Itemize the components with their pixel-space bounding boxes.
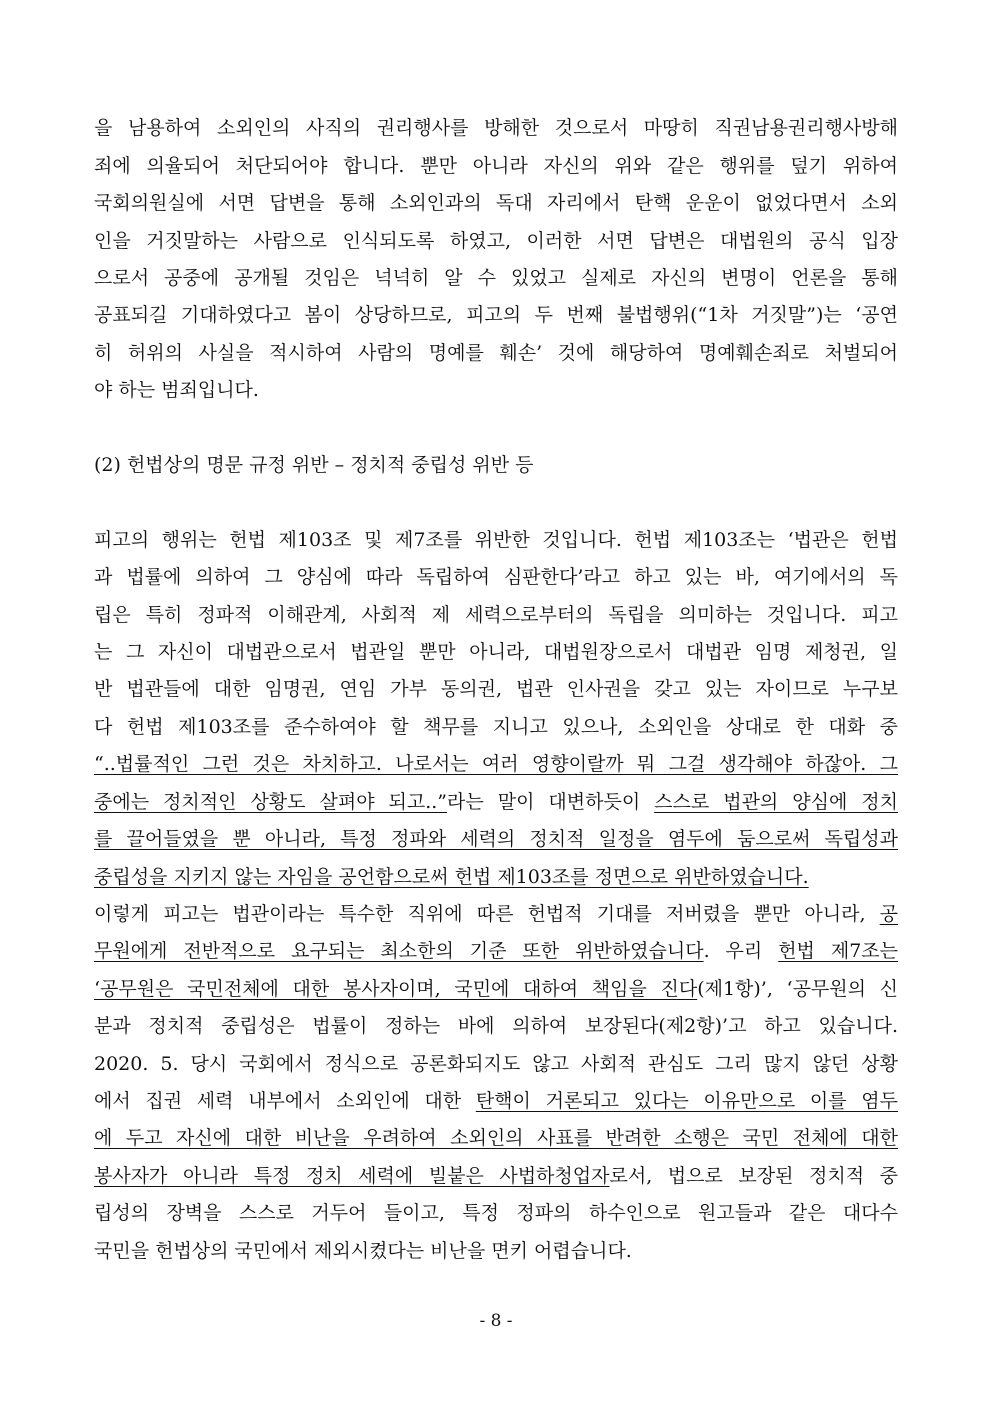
paragraph1-line-8: 야 하는 범죄입니다.: [94, 379, 259, 401]
conscience-phrase-underlined: 스스로 법관의 양심에 정치: [654, 791, 899, 813]
paragraph1-line-3: 국회의원실에 서면 답변을 통해 소외인과의 독대 자리에서 탄핵 운운이 없었다면서 소외: [94, 192, 898, 214]
paragraph3-line-8-text: 로서, 법으로 보장된 정치적 중: [609, 1165, 898, 1187]
paragraph3-line-6: [94, 1088, 898, 1114]
paragraph3-line-9: 립성의 장벽을 스스로 거두어 들이고, 특정 정파의 하수인으로 원고들과 같은 대다수: [94, 1202, 898, 1224]
paragraph3-line-2-text: . 우리: [703, 940, 779, 962]
paragraph3-line-4: 분과 정치적 중립성은 법률이 정하는 바에 의하여 보장된다(제2항)’고 하고 있습니다.: [94, 1015, 898, 1037]
paragraph3-line-5: 2020. 5. 당시 국회에서 정식으로 공론화되지도 않고 사회적 관심도 그리 많지 않던 상황: [94, 1053, 898, 1075]
paragraph2-line-9-underlined: 를 끌어들였을 뿐 아니라, 특정 정파와 세력의 정치적 일정을 염두에 둠으로써 독립성과: [94, 828, 898, 850]
paragraph1-line-1: 을 남용하여 소외인의 사직의 권리행사를 방해한 것으로서 마땅히 직권남용권리행사방해: [94, 117, 898, 139]
paragraph3-line-7-underlined: 에 두고 자신에 대한 비난을 우려하여 소외인의 사표를 반려한 소행은 국민 전체에 대한: [94, 1127, 898, 1149]
page-number: - 8 -: [479, 1311, 513, 1331]
paragraph3-line-6-text: 에서 집권 세력 내부에서 소외인에 대한: [94, 1090, 476, 1112]
article7-quote-underlined: ‘공무원은 국민전체에 대한 봉사자이며, 국민에 대하여 책임을 진다: [94, 978, 698, 1000]
paragraph2-line-4: 는 그 자신이 대법관으로서 법관일 뿐만 아니라, 대법원장으로서 대법관 임명 제청권, 일: [94, 641, 898, 663]
article7-underlined: 헌법 제7조는: [778, 940, 899, 962]
paragraph2-line-7-underlined: “..법률적인 그런 것은 차치하고. 나로서는 여러 영향이랄까 뭐 그걸 생각해야 하잖아. 그: [94, 753, 898, 775]
paragraph2-line-8: [94, 789, 898, 815]
paragraph3-line-8: [94, 1163, 898, 1189]
paragraph3-line-2: [94, 938, 898, 964]
paragraph2-line-10-underlined: 중립성을 지키지 않는 자임을 공언함으로써 헌법 제103조를 정면으로 위반하였습니다.: [94, 866, 809, 888]
paragraph1-line-6: 공표되길 기대하였다고 봄이 상당하므로, 피고의 두 번째 불법행위(“1차 거짓말”)는 ‘공연: [94, 304, 898, 326]
paragraph1-line-2: 죄에 의율되어 처단되어야 합니다. 뿐만 아니라 자신의 위와 같은 행위를 덮기 위하여: [94, 155, 898, 177]
paragraph3-line-1-underlined: 공: [879, 903, 898, 925]
paragraph2-line-3: 립은 특히 정파적 이해관계, 사회적 제 세력으로부터의 독립을 의미하는 것입니다. 피고: [94, 604, 898, 626]
paragraph2-line-5: 반 법관들에 대한 임명권, 연임 가부 동의권, 법관 인사권을 갖고 있는 자이므로 누구보: [94, 678, 898, 700]
paragraph3-line-3-text: (제1항)’, ‘공무원의 신: [697, 978, 898, 1000]
paragraph2-line-1: 피고의 행위는 헌법 제103조 및 제7조를 위반한 것입니다. 헌법 제103조는 ‘법관은 헌법: [94, 529, 898, 551]
subcontractor-underlined: 봉사자가 아니라 특정 정치 세력에 빌붙은 사법하청업자: [94, 1165, 610, 1187]
paragraph2-line-6: 다 헌법 제103조를 준수하여야 할 책무를 지니고 있으나, 소외인을 상대로 한 대화 중: [94, 716, 898, 738]
paragraph1-line-5: 으로서 공중에 공개될 것임은 넉넉히 알 수 있었고 실제로 자신의 변명이 언론을 통해: [94, 267, 898, 289]
paragraph3-line-3: [94, 976, 898, 1002]
impeachment-underlined: 탄핵이 거론되고 있다는 이유만으로 이를 염두: [475, 1090, 898, 1112]
quote-connector: 라는 말이 대변하듯이: [447, 791, 655, 813]
section-heading: (2) 헌법상의 명문 규정 위반 – 정치적 중립성 위반 등: [94, 454, 534, 476]
paragraph3-line-1-text: 이렇게 피고는 법관이라는 특수한 직위에 따른 헌법적 기대를 저버렸을 뿐만 아니라,: [94, 903, 880, 925]
paragraph2-line-2: 과 법률에 의하여 그 양심에 따라 독립하여 심판한다’라고 하고 있는 바, 여기에서의 독: [94, 566, 898, 588]
minimum-standard-underlined: 무원에게 전반적으로 요구되는 최소한의 기준 또한 위반하였습니다: [94, 940, 704, 962]
paragraph1-line-4: 인을 거짓말하는 사람으로 인식되도록 하였고, 이러한 서면 답변은 대법원의 공식 입장: [94, 230, 898, 252]
paragraph1-line-7: 히 허위의 사실을 적시하여 사람의 명예를 훼손’ 것에 해당하여 명예훼손죄로 처벌되어: [94, 342, 898, 364]
paragraph3-line-10: 국민을 헌법상의 국민에서 제외시켰다는 비난을 면키 어렵습니다.: [94, 1240, 632, 1262]
quote-underlined: 중에는 정치적인 상황도 살펴야 되고..”: [94, 791, 448, 813]
paragraph3-line-1: [94, 901, 898, 927]
